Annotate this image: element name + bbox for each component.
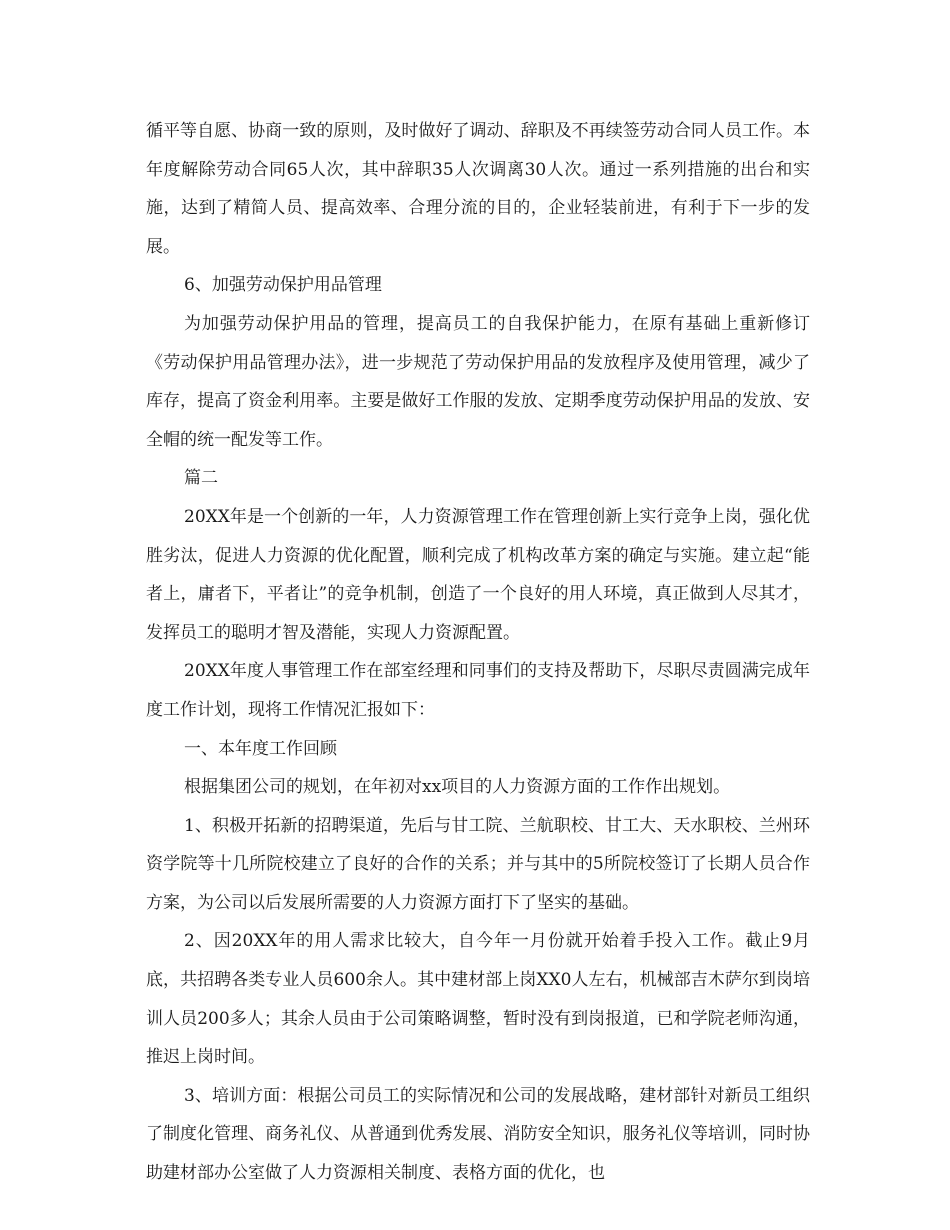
paragraph-3: 为加强劳动保护用品的管理，提高员工的自我保护能力，在原有基础上重新修订《劳动保护用品管理办法》，进一步规范了劳动保护用品的发放程序及使用管理，减少了库存，提高了资金利用率。主要是做好工作服的发放、定期季度劳动保护用品的发放、安全帽的统一配发等工作。	[146, 313, 810, 450]
paragraph-9: 1、积极开拓新的招聘渠道，先后与甘工院、兰航职校、甘工大、天水职校、兰州环资学院等十几所院校建立了良好的合作的关系；并与其中的5所院校签订了长期人员合作方案，为公司以后发展所需要的人力资源方面打下了坚实的基础。	[146, 815, 810, 913]
section-heading-annual-review: 一、本年度工作回顾	[184, 738, 337, 759]
paragraph-5: 20XX年是一个创新的一年，人力资源管理工作在管理创新上实行竞争上岗，强化优胜劣汰，促进人力资源的优化配置，顺利完成了机构改革方案的确定与实施。建立起“能者上，庸者下，平者让”的竞争机制，创造了一个良好的用人环境，真正做到人尽其才，发挥员工的聪明才智及潜能，实现人力资源配置。	[146, 506, 810, 643]
paragraph-6: 20XX年度人事管理工作在部室经理和同事们的支持及帮助下，尽职尽责圆满完成年度工作计划，现将工作情况汇报如下：	[146, 661, 810, 720]
section-heading-part-two: 篇二	[184, 468, 218, 489]
section-heading-labor-protection: 6、加强劳动保护用品管理	[184, 275, 382, 296]
paragraph-8: 根据集团公司的规划，在年初对xx项目的人力资源方面的工作作出规划。	[184, 777, 731, 798]
paragraph-1: 循平等自愿、协商一致的原则，及时做好了调动、辞职及不再续签劳动合同人员工作。本年度解除劳动合同65人次，其中辞职35人次调离30人次。通过一系列措施的出台和实施，达到了精简人员、提高效率、合理分流的目的，企业轻装前进，有利于下一步的发展。	[146, 121, 810, 257]
document-body	[146, 112, 810, 1193]
paragraph-10: 2、因20XX年的用人需求比较大，自今年一月份就开始着手投入工作。截止9月底，共招聘各类专业人员600余人。其中建材部上岗XX0人左右，机械部吉木萨尔到岗培训人员200多人；其余人员由于公司策略调整，暂时没有到岗报道，已和学院老师沟通，推迟上岗时间。	[146, 931, 810, 1068]
paragraph-11: 3、培训方面：根据公司员工的实际情况和公司的发展战略，建材部针对新员工组织了制度化管理、商务礼仪、从普通到优秀发展、消防安全知识，服务礼仪等培训，同时协助建材部办公室做了人力资源相关制度、表格方面的优化，也	[146, 1085, 810, 1184]
